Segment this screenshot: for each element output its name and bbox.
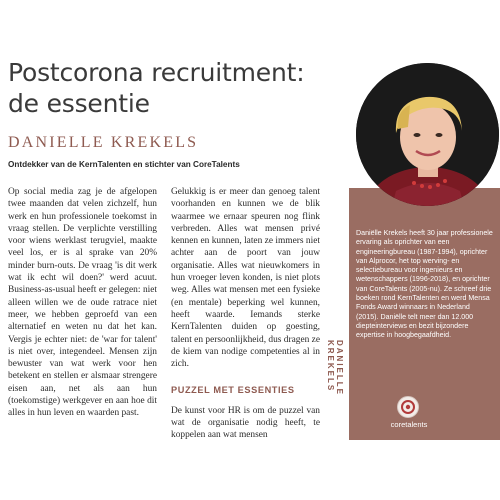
bio-text: Daniëlle Krekels heeft 30 jaar professionele ervaring als oprichter van een engineeringbureau (1987-1994), oprichter van Alprocor, het top werving- en selectiebureau voor ingenieurs en wetenschappers (1996-2018), en oprichter van CoreTalents (2005-nu). Ze schreef drie boeken rond KernTalenten en werd Mensa Fonds Award winnaars in Nederland (2015). Daniëlle telt meer dan 12.000 diepteinterviews en bezit bijzondere expertise in hoogbegaafdheid. bbox=[356, 229, 493, 340]
column-2-text: Gelukkig is er meer dan genoeg talent voorhanden en kunnen we de blik waarmee we ernaar speuren nog flink verbreden. Alles wat mensen privé kennen en kunnen, laten ze immers niet achter aan de poort van jouw organisatie. Alles wat nieuwkomers in hun vroeger leven konden, is niet plots weg. Alles wat mensen met een fysieke (en mentale) beperking wel kunnen, heeft waarde. Iemands sterke KernTalenten duiden op goesting, talent en persoonlijkheid, dus dragen ze de kiem van nodige competenties al in zich. bbox=[171, 187, 320, 370]
title-line-2: de essentie bbox=[8, 89, 150, 118]
author-tagline: Ontdekker van de KernTalenten en stichter van CoreTalents bbox=[8, 160, 240, 169]
author-name: DANIELLE KREKELS bbox=[8, 134, 199, 151]
column-2-continued-text: De kunst voor HR is om de puzzel van wat de organisatie nodig heeft, te koppelen aan wat mensen bbox=[171, 405, 320, 441]
coretalents-logo bbox=[381, 396, 451, 432]
author-portrait bbox=[356, 63, 499, 206]
coretalents-logo-icon bbox=[397, 396, 419, 418]
article-column-2 bbox=[171, 186, 320, 496]
column-1-text: Op social media zag je de afgelopen twee maanden dat velen zichzelf, hun werk en hun professionele toekomst in vraag stellen. De verplichte verstilling voor wiens werklast terugviel, maakte veel los, er is al sprake van 20% minder burn-outs. De vraag 'is dit werk wat ik echt wil doen?' werd acuut. Business-as-usual heeft er gelegen: niet alleen willen we de oude ratrace niet meer, we hebben geproefd van een alternatief en weten nu dat het kan. Vergis je echter niet: de 'war for talent' is niet over, integendeel. Mensen zijn bewuster van wat werk voor hen betekent en stellen er alsmaar strengere eisen aan, net als aan hun (toekomstige) werkgever en aan hoe dit alles in hun leven en waarden past. bbox=[8, 187, 157, 419]
logo-mark bbox=[398, 397, 418, 417]
article-title bbox=[8, 57, 338, 119]
article-column-1 bbox=[8, 186, 157, 466]
vertical-author-label: DANIELLE KREKELS bbox=[326, 340, 344, 396]
logo-text: coretalents bbox=[390, 420, 428, 429]
title-line-1: Postcorona recruitment: bbox=[8, 58, 305, 87]
portrait-illustration bbox=[356, 63, 499, 206]
section-heading: PUZZEL MET ESSENTIES bbox=[171, 385, 295, 396]
